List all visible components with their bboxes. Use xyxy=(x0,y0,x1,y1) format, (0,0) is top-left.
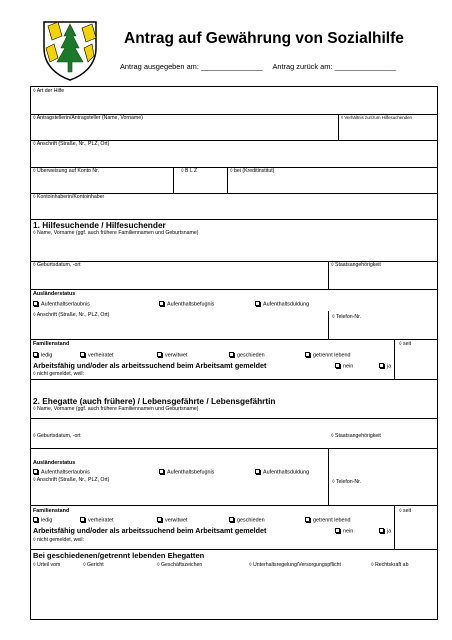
checkbox[interactable] xyxy=(379,528,384,533)
section1-arbeitsfaehig-question: Arbeitsfähig und/oder als arbeitssuchend beim Arbeitsamt gemeldet xyxy=(33,361,267,370)
section1-familien-geschieden[interactable]: geschieden xyxy=(229,352,265,359)
section1-familien-verheiratet[interactable]: verheiratet xyxy=(80,352,113,359)
section3-unterhalt-label: ◊ Unterhaltsregelung/Versorgungspflicht xyxy=(249,562,341,568)
section2-familienstand-label: Familienstand xyxy=(33,508,70,514)
section3-urteil-label: ◊ Urteil vom xyxy=(33,562,61,568)
application-form xyxy=(30,86,438,620)
checkbox[interactable] xyxy=(255,469,260,474)
section1-auslaender-label: Ausländerstatus xyxy=(33,291,76,297)
section3-geschaeftszeichen-label: ◊ Geschäftszeichen xyxy=(157,562,203,568)
section2-staat-label: ◊ Staatsangehörigkeit xyxy=(331,433,381,439)
section2-telefon-label: ◊ Telefon-Nr. xyxy=(332,479,361,485)
checkbox[interactable] xyxy=(33,352,38,357)
section3-rechtskraft-label: ◊ Rechtskraft ab xyxy=(371,562,409,568)
bank-label: ◊ bei (Kreditinstitut) xyxy=(230,168,275,174)
section2-familien-verwitwet[interactable]: verwitwet xyxy=(157,517,187,524)
section1-weil-label: ◊ nicht gemeldet, weil: xyxy=(33,371,85,377)
checkbox[interactable] xyxy=(229,352,234,357)
antragsteller-label: ◊ Antragstellerin/Antragsteller (Name, Vorname) xyxy=(33,115,143,121)
section1-status-aufenthaltserlaubnis[interactable]: Aufenthaltserlaubnis xyxy=(33,301,90,308)
blz-label: ◊ B L Z xyxy=(181,168,198,174)
checkbox[interactable] xyxy=(159,469,164,474)
checkbox[interactable] xyxy=(229,517,234,522)
section2-familien-verheiratet[interactable]: verheiratet xyxy=(80,517,113,524)
section1-seit-label: ◊ seit xyxy=(399,341,412,347)
section2-name-label: ◊ Name, Vorname (ggf. auch frühere Familiennamen und Geburtsname) xyxy=(33,406,199,412)
section1-status-aufenthaltsbefugnis[interactable]: Aufenthaltsbefugnis xyxy=(159,301,214,308)
form-title: Antrag auf Gewährung von Sozialhilfe xyxy=(124,30,404,47)
checkbox[interactable] xyxy=(33,517,38,522)
art-der-hilfe-label: ◊ Art der Hilfe xyxy=(33,88,65,94)
checkbox[interactable] xyxy=(305,352,310,357)
konto-label: ◊ Überweisung auf Konto Nr. xyxy=(33,168,100,174)
section3-gericht-label: ◊ Gericht xyxy=(83,562,104,568)
checkbox[interactable] xyxy=(157,517,162,522)
section2-familien-getrennt[interactable]: getrennt lebend xyxy=(305,517,350,524)
anschrift-label: ◊ Anschrift (Straße, Nr., PLZ, Ort) xyxy=(33,141,110,147)
checkbox[interactable] xyxy=(33,469,38,474)
section1-arbeitsfaehig-nein[interactable]: nein xyxy=(335,363,353,370)
section1-familien-verwitwet[interactable]: verwitwet xyxy=(157,352,187,359)
checkbox[interactable] xyxy=(159,301,164,306)
section1-staat-label: ◊ Staatsangehörigkeit xyxy=(331,262,381,268)
kontoinhaber-label: ◊ Kontoinhaberin/Kontoinhaber xyxy=(33,194,105,200)
section2-auslaender-label: Ausländerstatus xyxy=(33,460,76,466)
checkbox[interactable] xyxy=(80,352,85,357)
section1-heading: 1. Hilfesuchende / Hilfesuchender xyxy=(33,220,166,230)
section1-arbeitsfaehig-ja[interactable]: ja xyxy=(379,363,391,370)
checkbox[interactable] xyxy=(157,352,162,357)
checkbox[interactable] xyxy=(305,517,310,522)
section2-status-aufenthaltsduldung[interactable]: Aufenthaltsduldung xyxy=(255,469,309,476)
section1-familien-getrennt[interactable]: getrennt lebend xyxy=(305,352,350,359)
section1-anschrift-label: ◊ Anschrift (Straße, Nr., PLZ, Ort) xyxy=(33,312,110,318)
section2-familien-geschieden[interactable]: geschieden xyxy=(229,517,265,524)
municipal-crest-icon xyxy=(38,18,102,82)
section2-arbeitsfaehig-nein[interactable]: nein xyxy=(335,528,353,535)
section2-status-aufenthaltserlaubnis[interactable]: Aufenthaltserlaubnis xyxy=(33,469,90,476)
checkbox[interactable] xyxy=(379,363,384,368)
returned-date-label: Antrag zurück am: _______________ xyxy=(272,62,397,71)
section2-familien-ledig[interactable]: ledig xyxy=(33,517,52,524)
issued-date-label: Antrag ausgegeben am: _______________ xyxy=(120,62,263,71)
checkbox[interactable] xyxy=(335,363,340,368)
section2-status-aufenthaltsbefugnis[interactable]: Aufenthaltsbefugnis xyxy=(159,469,214,476)
section2-anschrift-label: ◊ Anschrift (Straße, Nr., PLZ, Ort) xyxy=(33,477,110,483)
section1-familienstand-label: Familienstand xyxy=(33,341,70,347)
section1-geburt-label: ◊ Geburtsdatum, -ort xyxy=(33,262,81,268)
section2-arbeitsfaehig-ja[interactable]: ja xyxy=(379,528,391,535)
issued-line xyxy=(120,62,396,71)
section1-telefon-label: ◊ Telefon-Nr. xyxy=(332,314,361,320)
checkbox[interactable] xyxy=(33,301,38,306)
section1-familien-ledig[interactable]: ledig xyxy=(33,352,52,359)
section2-weil-label: ◊ nicht gemeldet, weil: xyxy=(33,537,85,543)
section1-name-label: ◊ Name, Vorname (ggf. auch frühere Familiennamen und Geburtsname) xyxy=(33,230,199,236)
section2-geburt-label: ◊ Geburtsdatum, -ort xyxy=(33,433,81,439)
section1-status-aufenthaltsduldung[interactable]: Aufenthaltsduldung xyxy=(255,301,309,308)
section2-heading: 2. Ehegatte (auch frühere) / Lebensgefährte / Lebensgefährtin xyxy=(33,396,276,406)
section3-heading: Bei geschiedenen/getrennt lebenden Ehegatten xyxy=(33,551,205,560)
verhaeltnis-label: ◊ Verhältnis zur/zum Hilfesuchenden xyxy=(341,115,412,120)
checkbox[interactable] xyxy=(255,301,260,306)
checkbox[interactable] xyxy=(335,528,340,533)
checkbox[interactable] xyxy=(80,517,85,522)
section2-seit-label: ◊ seit xyxy=(399,508,412,514)
section2-arbeitsfaehig-question: Arbeitsfähig und/oder als arbeitssuchend beim Arbeitsamt gemeldet xyxy=(33,526,267,535)
